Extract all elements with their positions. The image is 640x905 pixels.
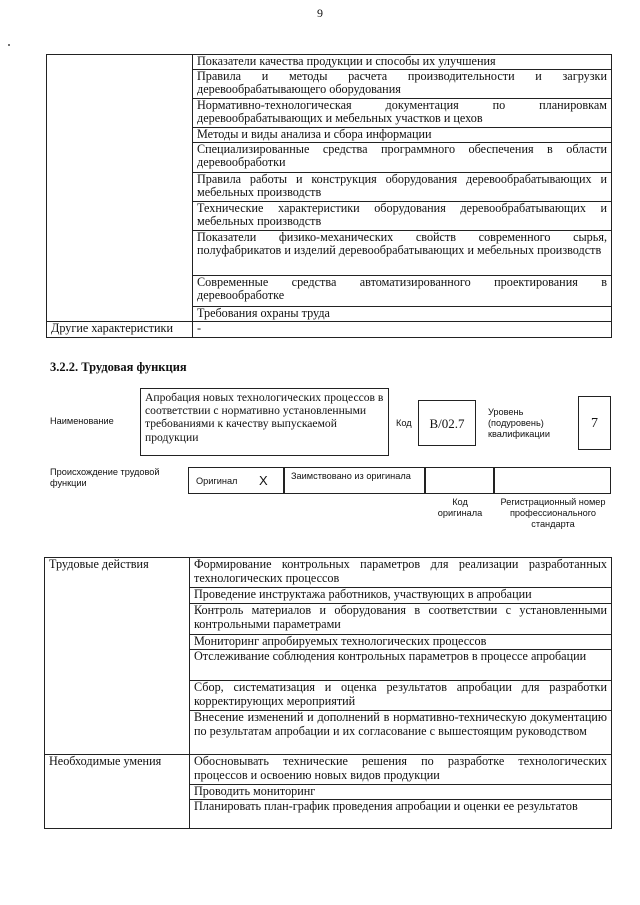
borrowed-cell [284,467,425,494]
action-row: Сбор, систематизация и оценка результатов апробации для разработки корректирующих мероприятий [190,681,612,711]
skill-row: Проводить мониторинг [190,785,612,800]
original-label: Оригинал [196,476,238,486]
section-title: 3.2.2. Трудовая функция [50,360,187,374]
knowledge-row: Методы и виды анализа и сбора информации [193,127,612,142]
original-cell [188,467,284,494]
scan-dot [8,44,10,46]
labor-actions-table [44,557,612,829]
other-characteristics-label: Другие характеристики [47,321,193,337]
knowledge-row: Правила работы и конструкция оборудования деревообрабатывающих и мебельных производств [193,172,612,201]
name-label: Наименование [50,416,114,426]
knowledge-row: Правила и методы расчета производительности и загрузки деревообрабатывающего оборудования [193,69,612,98]
level-label: Уровень (подуровень) квалификации [488,407,550,439]
skill-row: Планировать план-график проведения апробации и оценки ее результатов [190,800,612,829]
knowledge-row: Современные средства автоматизированного проектирования в деревообработке [193,275,612,306]
skill-row: Обосновывать технические решения по разработке технологических процессов и освоению новых видов продукции [190,755,612,785]
code-label: Код [396,418,412,428]
action-row: Внесение изменений и дополнений в нормативно-техническую документацию по результатам апробации и их согласование с вышестоящим руководством [190,711,612,755]
knowledge-row: Технические характеристики оборудования деревообрабатывающих и мебельных производств [193,201,612,230]
action-row: Мониторинг апробируемых технологических процессов [190,635,612,650]
page-number: 9 [317,6,323,20]
original-code-cell [425,467,494,494]
knowledge-row: Показатели физико-механических свойств современного сырья, полуфабрикатов и изделий деревообрабатывающих и мебельных производств [193,230,612,275]
knowledge-row: Требования охраны труда [193,306,612,321]
knowledge-row: Показатели качества продукции и способы их улучшения [193,55,612,70]
borrowed-label: Заимствовано из оригинала [291,471,411,481]
actions-label: Трудовые действия [45,558,190,755]
action-row: Отслеживание соблюдения контрольных параметров в процессе апробации [190,650,612,681]
knowledge-table [46,54,612,338]
origin-label: Происхождение трудовой функции [50,467,160,488]
action-row: Контроль материалов и оборудования в соответствии с установленными контрольными параметрами [190,604,612,635]
knowledge-row: Нормативно-технологическая документация по планировкам деревообрабатывающих и мебельных участков и цехов [193,98,612,127]
knowledge-label-cell [47,55,193,322]
function-name: Апробация новых технологических процессов в соответствии с нормативно установленными требованиями к качеству выпускаемой продукции [140,388,389,456]
skills-label: Необходимые умения [45,755,190,829]
qualification-level: 7 [578,396,611,450]
reg-number-cell [494,467,611,494]
reg-caption: Регистрационный номер профессионального стандарта [500,497,606,529]
other-characteristics-value: - [193,321,612,337]
original-mark: X [259,473,268,488]
code-caption: Код оригинала [437,497,483,518]
function-code: B/02.7 [418,400,476,446]
action-row: Проведение инструктажа работников, участвующих в апробации [190,588,612,604]
action-row: Формирование контрольных параметров для реализации разработанных технологических процессов [190,558,612,588]
knowledge-row: Специализированные средства программного обеспечения в области деревообработки [193,142,612,172]
